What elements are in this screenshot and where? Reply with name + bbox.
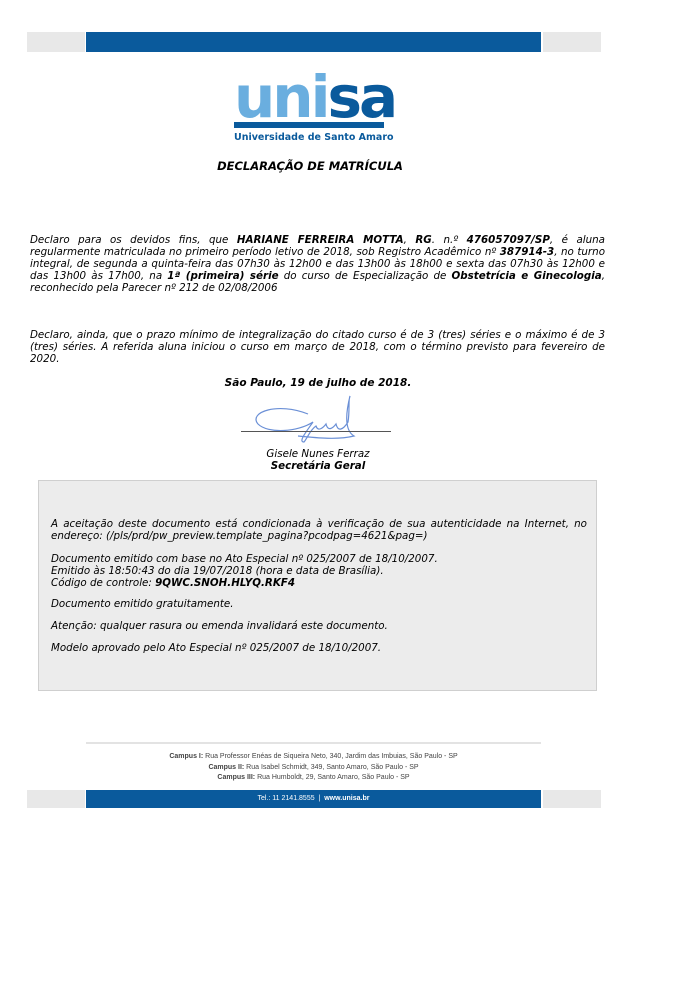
footer-bar-left xyxy=(27,790,85,808)
legal-basis-text: Documento emitido com base no Ato Especial nº 025/2007 de 18/10/2007. xyxy=(51,553,438,565)
signature-line xyxy=(241,431,391,432)
logo-subtitle: Universidade de Santo Amaro xyxy=(234,132,394,143)
header-bar-right xyxy=(543,32,601,52)
header-bar xyxy=(86,32,541,52)
signer-role: Secretária Geral xyxy=(270,460,366,472)
authenticity-box xyxy=(38,480,597,691)
academic-record: 387914-3 xyxy=(499,246,555,258)
verification-text: A aceitação deste documento está condicionada à verificação de sua autenticidade na Internet, no endereço: (/pls/prd/pw_preview.template_pagina?pcodpag=4621&pag=) xyxy=(51,518,587,542)
logo-uni: uni xyxy=(234,63,328,131)
website: www.unisa.br xyxy=(324,795,370,802)
signer-name: Gisele Nunes Ferraz xyxy=(266,448,370,460)
signature xyxy=(238,392,398,447)
unisa-logo xyxy=(234,63,396,148)
student-name: HARIANE FERREIRA MOTTA xyxy=(236,234,404,246)
model-text: Modelo aprovado pelo Ato Especial nº 025/2007 de 18/10/2007. xyxy=(51,642,382,654)
footer-bar: Tel.: 11 2141.8555 | www.unisa.br xyxy=(86,790,541,808)
footer-divider xyxy=(86,742,541,744)
logo-sa: sa xyxy=(327,63,396,131)
rg-number: 476057097/SP xyxy=(466,234,550,246)
duration-paragraph: Declaro, ainda, que o prazo mínimo de integralização do citado curso é de 3 (tres) séries e o máximo é de 3 (tres) séries. A referida aluna iniciou o curso em março de 2018, com o término previsto para fevereiro de 2020. xyxy=(30,329,605,365)
phone: Tel.: 11 2141.8555 xyxy=(257,795,315,802)
control-code: Código de controle: 9QWC.SNOH.HLYQ.RKF4 xyxy=(51,577,296,589)
course-name: Obstetrícia e Ginecologia xyxy=(451,270,602,282)
document-title: DECLARAÇÃO DE MATRÍCULA xyxy=(217,159,403,173)
issue-date: São Paulo, 19 de julho de 2018. xyxy=(224,377,412,389)
free-issue-text: Documento emitido gratuitamente. xyxy=(51,598,234,610)
declaration-paragraph: Declaro para os devidos fins, que HARIANE FERREIRA MOTTA, RG. n.º 476057097/SP, é aluna regularmente matriculada no primeiro período letivo de 2018, sob Registro Acadêmico nº 387914-3, no turno integral, de segunda a quinta-feira das 07h30 às 12h00 e das 13h00 às 18h00 e sexta das 07h30 às 12h00 e das 13h00 às 17h00, na 1ª (primeira) série do curso de Especialização de Obstetrícia e Ginecologia, reconhecido pela Parecer nº 212 de 02/08/2006 xyxy=(30,234,605,294)
footer-bar-right xyxy=(543,790,601,808)
emission-text: Emitido às 18:50:43 do dia 19/07/2018 (hora e data de Brasília). xyxy=(51,565,384,577)
warning-text: Atenção: qualquer rasura ou emenda invalidará este documento. xyxy=(51,620,388,632)
campus-addresses: Campus I: Rua Professor Enéas de Siqueira Neto, 340, Jardim das Imbuias, São Paulo - SP Campus II: Rua Isabel Schmidt, 349, Santo Amaro, São Paulo - SP Campus III: Rua Humboldt, 29, Santo Amaro, São Paulo - SP xyxy=(169,753,458,781)
header-bar-left xyxy=(27,32,85,52)
